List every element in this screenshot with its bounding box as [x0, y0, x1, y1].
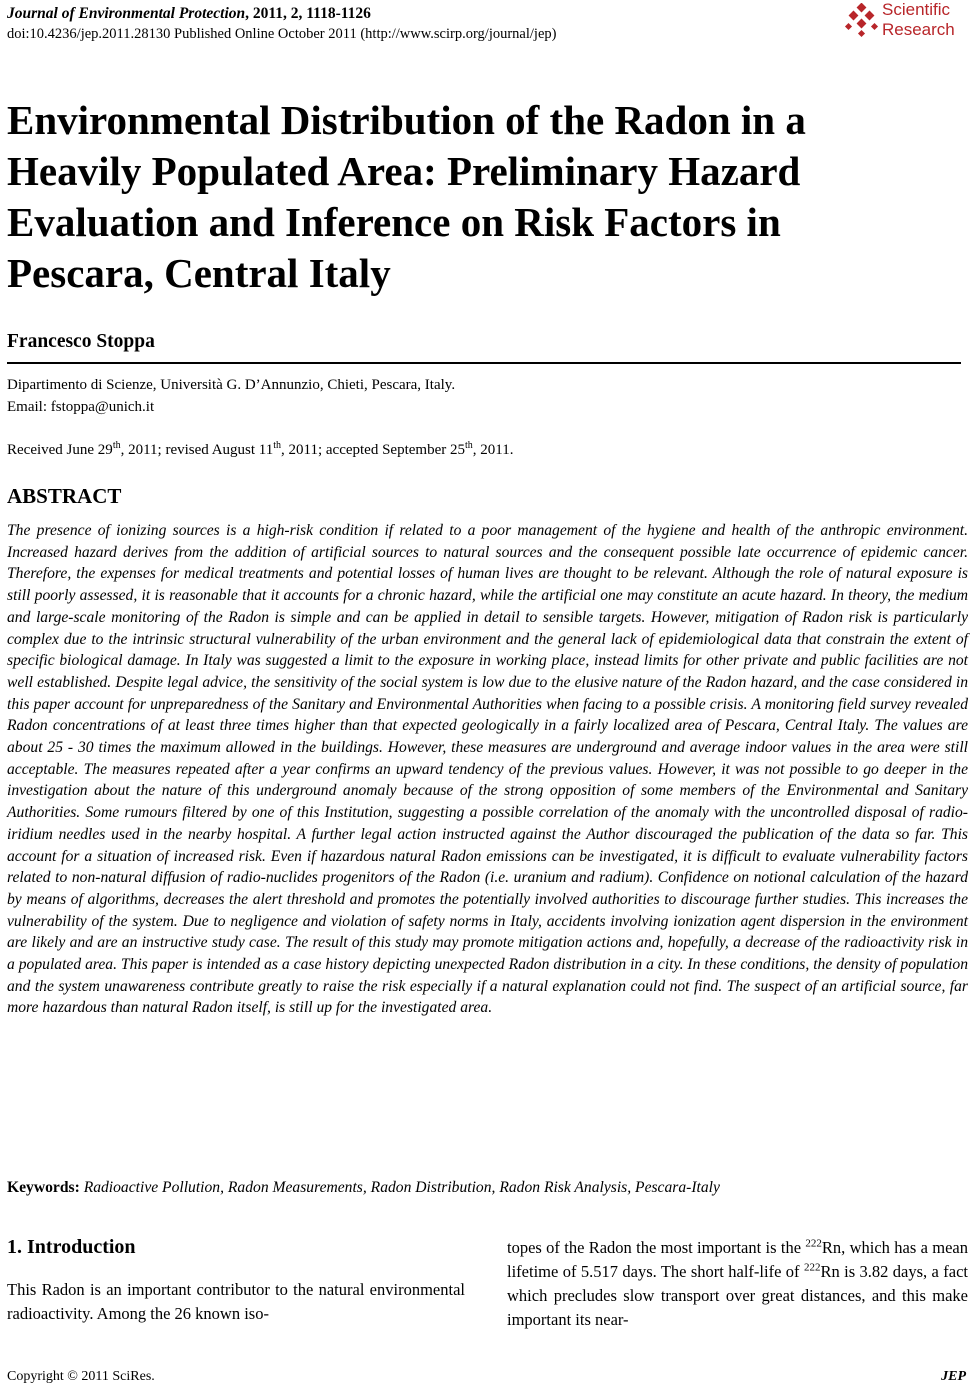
publisher-logo-icon	[844, 3, 880, 39]
left-column-text: This Radon is an important contributor to the natural environmental radioactivity. Among the 26 known iso-	[7, 1280, 465, 1323]
received-dates	[7, 435, 513, 461]
journal-volume-pages: , 2011, 2, 1118-1126	[245, 5, 371, 22]
ordinal-suffix: th	[273, 440, 282, 451]
publisher-name-line1: Scientific	[882, 0, 951, 19]
section-heading-introduction: 1. Introduction	[7, 1236, 136, 1258]
body-text: Rn is 3.82 days, a fact which precludes slow transport over great distances, and this make important its near-	[507, 1262, 968, 1329]
accepted-date-text: , 2011; accepted September 25	[281, 442, 465, 458]
isotope-mass-number: 222	[805, 1237, 822, 1250]
year-text: , 2011.	[472, 442, 514, 458]
ordinal-suffix: th	[112, 440, 121, 451]
abstract-body: The presence of ionizing sources is a high-risk condition if related to a poor management of the hygiene and health of the anthropic environment. Increased hazard derives from the addition of artificial sources to natural sources and the consequent possible late occurrence of epidemic cancer. Therefore, the expenses for medical treatments and potential losses of human lives are thought to be relevant. Although the role of natural exposure is still poorly assessed, it is reasonable that it accounts for a chronic hazard, while the artificial one may constitute an acute hazard. In theory, the medium and large-scale monitoring of the Radon is simple and can be applied in detail to sensible targets. However, mitigation of Radon risk is particularly complex due to the intrinsic structural vulnerability of the urban environment and the general lack of epidemiological data that constrain the extent of specific biological damage. In Italy was suggested a limit to the exposure in working place, instead limits for other private and public facilities are not well established. Despite legal advice, the sensitivity of the social system is low due to the elusive nature of the Radon hazard, and the case considered in this paper account for unpreparedness of the Sanitary and Environmental Authorities when facing to a possible crisis. A monitoring field survey revealed Radon concentrations of at least three times higher than that expected geologically in a fairly localized area of Pescara, Central Italy. The values are about 25 - 30 times the maximum allowed in the buildings. However, these measures are underground and average indoor values in the area were still acceptable. The measures repeated after a year confirms an upward tendency of the previous values. However, it was not possible to go deeper in the investigation about the nature of this underground anomaly because of the strong opposition of some members of the Environmental and Sanitary Authorities. Some rumours filtered by one of this Institution, suggesting a possible correlation of the anomaly with the uncontrolled disposal of radio-iridium needles used in the nearby hospital. A further legal action instructed against the Author discouraged the publication of the data so far. This account for a situation of increased risk. Even if hazardous natural Radon emissions can be investigated, it is difficult to evaluate vulnerability factors related to non-natural diffusion of radio-nuclides progenitors of the Radon (i.e. uranium and radium). Confidence on notional calculation of the hazard by means of algorithms, decreases the alert threshold and promotes the potentially involved authorities to discourage further studies. This increases the vulnerability of the system. Due to negligence and violation of safety norms in Italy, accidents involving ionization agent dispersion in the environment are likely and are an instructive study case. The result of this study may promote mitigation actions and, hopefully, a decrease of the radioactivity risk in a populated area. This paper is intended as a case history depicting unexpected Radon distribution in a city. In these conditions, the density of population and the system unawareness contribute greatly to raise the risk especially if a natural explanation could not find. The suspect of an artificial source, far more hazardous than natural Radon itself, is still up for the investigated area.	[7, 522, 968, 1017]
body-text: topes of the Radon the most important is the	[507, 1238, 806, 1257]
body-text: Rn, which has a mean lifetime of 5.517 days. The short half-life of	[507, 1238, 968, 1281]
journal-name: Journal of Environmental Protection	[7, 5, 246, 22]
received-date-text: Received June 29	[7, 442, 113, 458]
author-affiliation: Dipartimento di Scienze, Università G. D’Annunzio, Chieti, Pescara, Italy.	[7, 377, 456, 393]
publisher-logo	[844, 0, 969, 44]
right-column-text	[507, 1236, 968, 1332]
isotope-mass-number: 222	[803, 1261, 821, 1274]
keywords-line	[7, 1177, 968, 1199]
copyright-notice: Copyright © 2011 SciRes.	[7, 1369, 155, 1384]
keywords-label: Keywords:	[7, 1179, 80, 1196]
header-divider	[7, 362, 961, 364]
publisher-name-line2: Research	[882, 20, 955, 39]
journal-abbreviation: JEP	[941, 1369, 966, 1384]
ordinal-suffix: th	[464, 440, 473, 451]
keywords-list: Radioactive Pollution, Radon Measurements, Radon Distribution, Radon Risk Analysis, Pescara-Italy	[83, 1179, 720, 1196]
abstract-heading: ABSTRACT	[7, 484, 122, 508]
journal-citation	[7, 4, 371, 24]
publisher-name	[882, 0, 955, 40]
article-title: Environmental Distribution of the Radon in a Heavily Populated Area: Preliminary Hazard Evaluation and Inference on Risk Factors in Pescara, Central Italy	[7, 97, 806, 296]
keywords-label-text: Keywords	[7, 1179, 75, 1196]
revised-date-text: , 2011; revised August 11	[120, 442, 274, 458]
author-name: Francesco Stoppa	[7, 331, 155, 352]
author-email: Email: fstoppa@unich.it	[7, 399, 155, 415]
doi-line: doi:10.4236/jep.2011.28130 Published Online October 2011 (http://www.scirp.org/journal/jep)	[7, 26, 557, 42]
